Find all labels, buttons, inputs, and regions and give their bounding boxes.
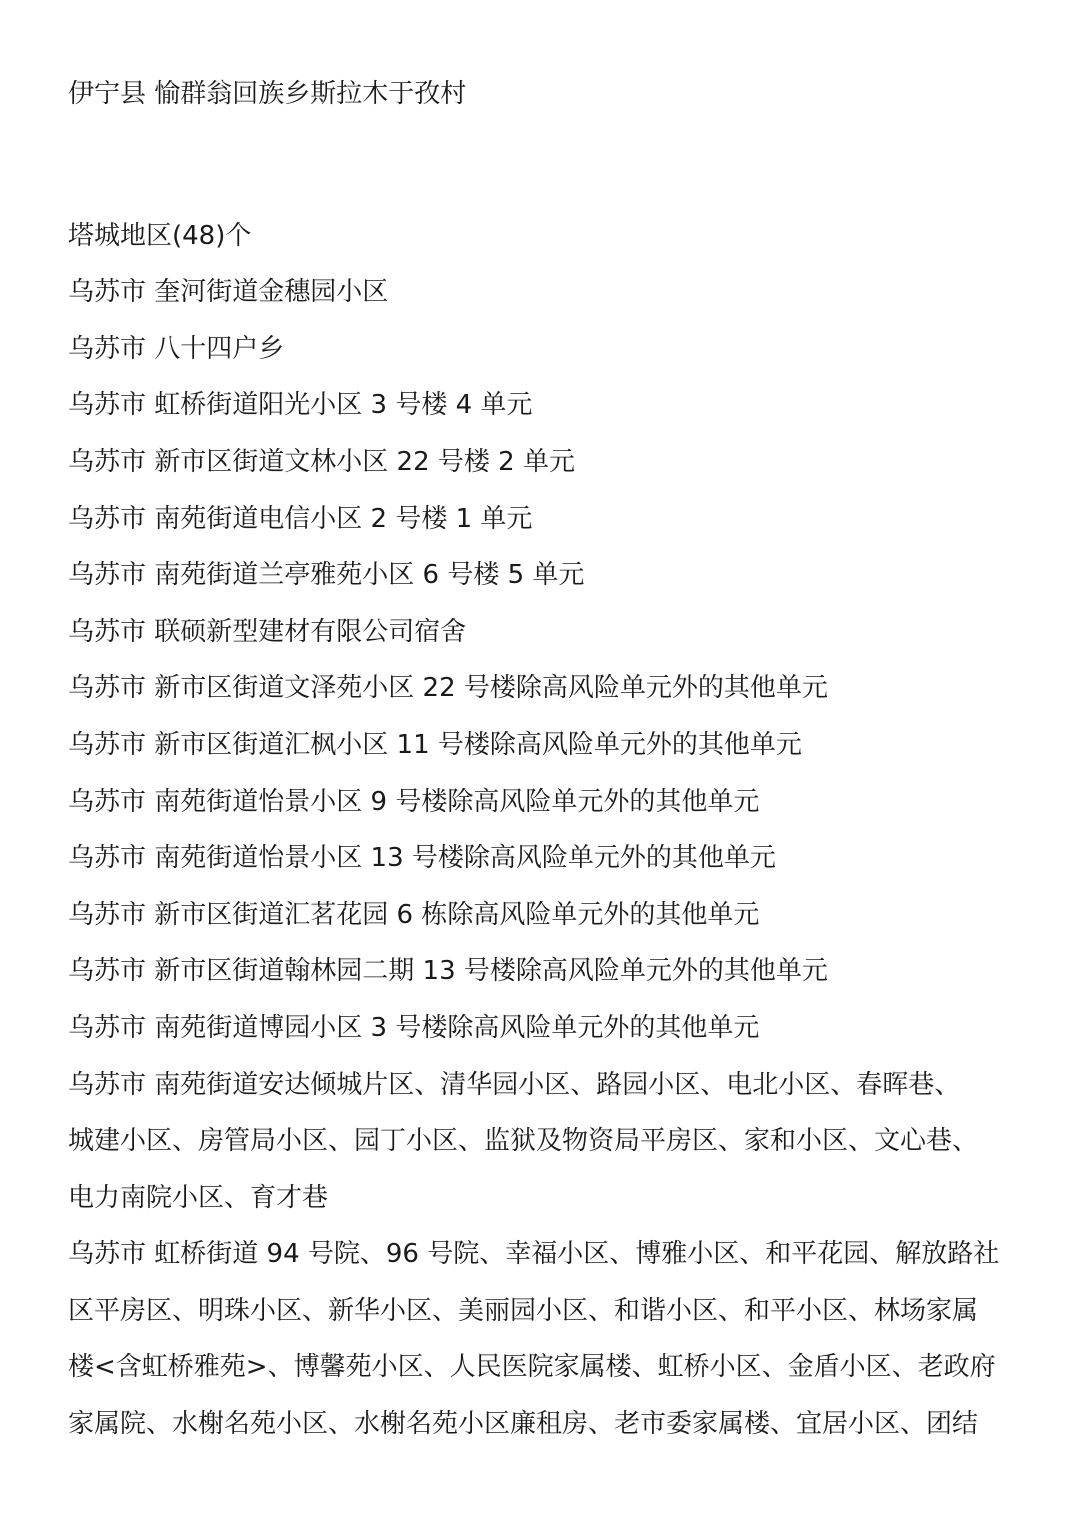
text-line: 乌苏市 新市区街道汇茗花园 6 栋除高风险单元外的其他单元 xyxy=(68,899,760,930)
text-line: 乌苏市 八十四户乡 xyxy=(68,333,285,364)
text-line: 楼<含虹桥雅苑>、博馨苑小区、人民医院家属楼、虹桥小区、金盾小区、老政府 xyxy=(68,1352,996,1383)
text-line: 乌苏市 南苑街道安达倾城片区、清华园小区、路园小区、电北小区、春晖巷、 xyxy=(68,1069,961,1100)
text-line: 区平房区、明珠小区、新华小区、美丽园小区、和谐小区、和平小区、林场家属 xyxy=(68,1295,979,1326)
text-line: 伊宁县 愉群翁回族乡斯拉木于孜村 xyxy=(68,79,467,109)
section-heading: 塔城地区(48)个 xyxy=(68,220,252,251)
text-line: 乌苏市 虹桥街道阳光小区 3 号楼 4 单元 xyxy=(68,390,533,421)
text-line: 电力南院小区、育才巷 xyxy=(68,1182,329,1213)
text-line: 乌苏市 南苑街道博园小区 3 号楼除高风险单元外的其他单元 xyxy=(68,1012,760,1043)
text-line: 乌苏市 新市区街道文泽苑小区 22 号楼除高风险单元外的其他单元 xyxy=(68,673,828,704)
text-line: 乌苏市 南苑街道怡景小区 9 号楼除高风险单元外的其他单元 xyxy=(68,786,760,817)
text-line: 乌苏市 南苑街道怡景小区 13 号楼除高风险单元外的其他单元 xyxy=(68,843,776,874)
text-line: 乌苏市 联硕新型建材有限公司宿舍 xyxy=(68,616,467,647)
text-line: 乌苏市 南苑街道兰亭雅苑小区 6 号楼 5 单元 xyxy=(68,560,585,591)
text-line: 城建小区、房管局小区、园丁小区、监狱及物资局平房区、家和小区、文心巷、 xyxy=(68,1126,979,1157)
text-line: 乌苏市 南苑街道电信小区 2 号楼 1 单元 xyxy=(68,503,533,534)
text-line: 家属院、水榭名苑小区、水榭名苑小区廉租房、老市委家属楼、宜居小区、团结 xyxy=(68,1409,979,1440)
spacer xyxy=(68,123,1028,208)
text-line: 乌苏市 奎河街道金穗园小区 xyxy=(68,277,389,308)
text-line: 乌苏市 新市区街道文林小区 22 号楼 2 单元 xyxy=(68,446,575,477)
document-page xyxy=(68,66,1028,1453)
text-line: 乌苏市 虹桥街道 94 号院、96 号院、幸福小区、博雅小区、和平花园、解放路社 xyxy=(68,1239,1000,1270)
text-line: 乌苏市 新市区街道翰林园二期 13 号楼除高风险单元外的其他单元 xyxy=(68,956,828,987)
text-line: 乌苏市 新市区街道汇枫小区 11 号楼除高风险单元外的其他单元 xyxy=(68,729,802,760)
